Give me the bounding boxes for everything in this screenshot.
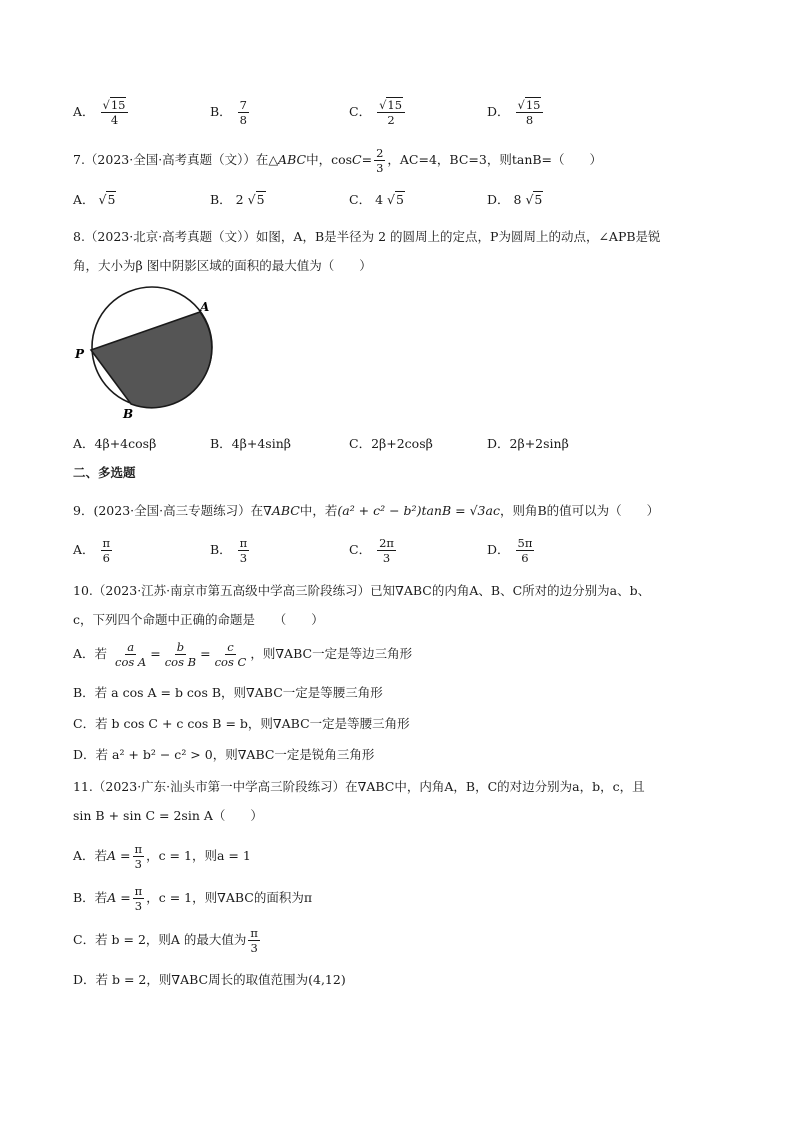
q6-option-a <box>73 98 130 127</box>
radicand: 5 <box>107 192 116 207</box>
coefficient: 8 <box>513 192 522 207</box>
numerator: π <box>239 536 248 550</box>
q11-option-c <box>73 926 262 955</box>
label-a: A <box>200 300 210 314</box>
q8-option-a: A．4β+4cosβ <box>73 436 157 451</box>
fraction <box>238 98 249 127</box>
q6-option-d <box>487 98 545 127</box>
q7-eq: = <box>361 152 373 167</box>
q7-option-d <box>487 190 543 208</box>
q9-triangle: ∇ABC <box>263 503 300 518</box>
fraction <box>377 98 405 127</box>
q11-stem-line1: 11.（2023·广东·汕头市第一中学高三阶段练习）在∇ABC中，内角A，B，C的对边分别为a，b，c，且 <box>73 779 645 794</box>
fraction <box>238 536 250 565</box>
q8-option-b: B．4β+4sinβ <box>210 436 291 451</box>
sqrt-symbol: √15 <box>379 98 403 112</box>
q8-stem-line2: 角，大小为β 图中阴影区域的面积的最大值为（ ） <box>73 258 372 273</box>
radicand: 5 <box>395 192 404 207</box>
coefficient: 2 <box>235 192 244 207</box>
option-label: C． <box>349 104 372 119</box>
option-label: A． <box>73 542 95 557</box>
q8-option-c: C．2β+2cosβ <box>349 436 433 451</box>
option-label: D． <box>487 542 510 557</box>
q10-option-b: B．若 a cos A = b cos B，则∇ABC一定是等腰三角形 <box>73 685 383 700</box>
q11-option-b <box>73 884 312 913</box>
label-p: P <box>75 347 85 361</box>
radicand: 15 <box>110 98 126 112</box>
denominator: 4 <box>110 113 119 127</box>
q7-triangle: △ABC <box>268 152 307 167</box>
q9-tail: ，则角B的值可以为（ ） <box>499 503 660 518</box>
variable: A = <box>107 848 131 863</box>
numerator: b <box>176 640 185 654</box>
fraction <box>248 926 260 955</box>
sqrt-symbol: √5 <box>387 192 404 207</box>
numerator: a <box>127 640 135 654</box>
fraction <box>516 536 535 565</box>
option-label: B．若 <box>73 890 108 905</box>
radicand: 5 <box>534 192 543 207</box>
q10-option-a: A．若 $\frac{a}{\text{cos A}}$ = $\frac{b}{\text{cos B}}$ = $\frac{c}{\text{cos C}}$ ，则∇ABC一定是等边三角形 <box>73 640 413 669</box>
fraction <box>101 536 113 565</box>
fraction <box>133 842 145 871</box>
numerator: π <box>250 926 258 940</box>
q11-option-a <box>73 842 251 871</box>
sqrt-symbol: √5 <box>98 192 116 207</box>
q10-option-d: D．若 a² + b² − c² > 0，则∇ABC一定是锐角三角形 <box>73 747 375 762</box>
numerator: c <box>227 640 234 654</box>
numerator: π <box>134 842 143 856</box>
q7-option-a <box>73 190 116 208</box>
numerator: 5π <box>517 536 533 550</box>
numerator: π <box>102 536 111 550</box>
denominator: cos A <box>115 655 147 669</box>
q7-prefix: 7.（2023·全国·高考真题（文））在 <box>73 152 269 167</box>
q7-text: 中，cos <box>306 152 353 167</box>
option-label: D． <box>487 104 510 119</box>
q7-tail: tanB=（ ） <box>511 152 603 167</box>
option-label: B． <box>210 104 232 119</box>
q9-option-b <box>210 536 251 565</box>
fraction <box>374 146 385 175</box>
q10-stem-line2: c，下列四个命题中正确的命题是 （ ） <box>73 612 324 627</box>
q10-stem-line1: 10.（2023·江苏·南京市第五高级中学高三阶段练习）已知∇ABC的内角A、B、C所对的边分别为a、b、 <box>73 583 651 598</box>
numerator: π <box>134 884 143 898</box>
q9-prefix: 9．(2023·全国·高三专题练习）在 <box>73 503 264 518</box>
denominator: 6 <box>521 551 529 565</box>
denominator: 3 <box>239 551 248 565</box>
option-label: D． <box>487 192 510 207</box>
option-label: C． <box>349 192 372 207</box>
radicand: 5 <box>256 192 265 207</box>
q6-option-b <box>210 98 251 127</box>
sqrt-symbol: √5 <box>525 192 543 207</box>
radicand: 15 <box>387 98 403 112</box>
option-label: A． <box>73 104 95 119</box>
option-text: ，则∇ABC一定是等边三角形 <box>250 646 413 661</box>
section-heading: 二、多选题 <box>73 465 136 480</box>
option-label: A． <box>73 192 95 207</box>
q7-var: C <box>352 152 362 167</box>
option-text: ，c = 1，则∇ABC的面积为π <box>146 890 313 905</box>
denominator: 8 <box>239 113 247 127</box>
q9-expression: (a² + c² − b²)tanB = √3ac <box>337 503 500 518</box>
denominator: 3 <box>250 941 258 955</box>
numerator: 2 <box>376 146 384 160</box>
fraction <box>101 98 129 127</box>
option-label: C．若 b = 2，则A 的最大值为 <box>73 932 247 947</box>
denominator: cos B <box>164 655 197 669</box>
q9-stem <box>73 502 659 520</box>
option-text: ，c = 1，则a = 1 <box>146 848 251 863</box>
fraction <box>377 536 396 565</box>
denominator: 3 <box>134 899 143 913</box>
sqrt-symbol: √15 <box>517 98 541 112</box>
numerator: 2π <box>379 536 394 550</box>
fraction <box>213 640 249 669</box>
q11-stem-line2: sin B + sin C = 2sin A（ ） <box>73 808 263 823</box>
coefficient: 4 <box>375 192 384 207</box>
denominator: 3 <box>382 551 391 565</box>
q6-option-c <box>349 98 407 127</box>
denominator: 8 <box>525 113 534 127</box>
q8-circle-figure <box>70 282 220 422</box>
q9-option-a <box>73 536 114 565</box>
sqrt-symbol: √5 <box>247 192 265 207</box>
denominator: 3 <box>134 857 142 871</box>
q7-option-b <box>210 190 266 208</box>
denominator: cos C <box>214 655 247 669</box>
denominator: 3 <box>376 161 384 175</box>
option-label: A．若 <box>73 848 108 863</box>
q9-text: 中，若 <box>299 503 338 518</box>
fraction <box>133 884 145 913</box>
q11-option-d: D．若 b = 2，则∇ABC周长的取值范围为(4,12) <box>73 972 346 987</box>
sqrt-symbol: √15 <box>102 98 126 112</box>
q8-option-d: D．2β+2sinβ <box>487 436 569 451</box>
option-label: A．若 <box>73 646 108 661</box>
radicand: 15 <box>525 98 541 112</box>
denominator: 6 <box>102 551 110 565</box>
option-label: B． <box>210 542 232 557</box>
fraction <box>516 98 544 127</box>
q7-option-c <box>349 190 405 208</box>
q10-option-c: C．若 b cos C + c cos B = b，则∇ABC一定是等腰三角形 <box>73 716 410 731</box>
denominator: 2 <box>387 113 395 127</box>
option-label: B． <box>210 192 232 207</box>
q7-stem <box>73 146 602 175</box>
numerator: 7 <box>239 98 247 112</box>
shaded-region <box>91 312 212 408</box>
fraction <box>113 640 148 669</box>
option-label: C． <box>349 542 372 557</box>
q9-option-d <box>487 536 536 565</box>
variable: A = <box>107 890 131 905</box>
q7-text2: ，AC=4，BC=3，则 <box>387 152 512 167</box>
q9-option-c <box>349 536 398 565</box>
label-b: B <box>123 407 134 421</box>
fraction <box>163 640 198 669</box>
q8-stem-line1: 8.（2023·北京·高考真题（文））如图，A，B是半径为 2 的圆周上的定点，P为圆周上的动点，∠APB是锐 <box>73 229 661 244</box>
